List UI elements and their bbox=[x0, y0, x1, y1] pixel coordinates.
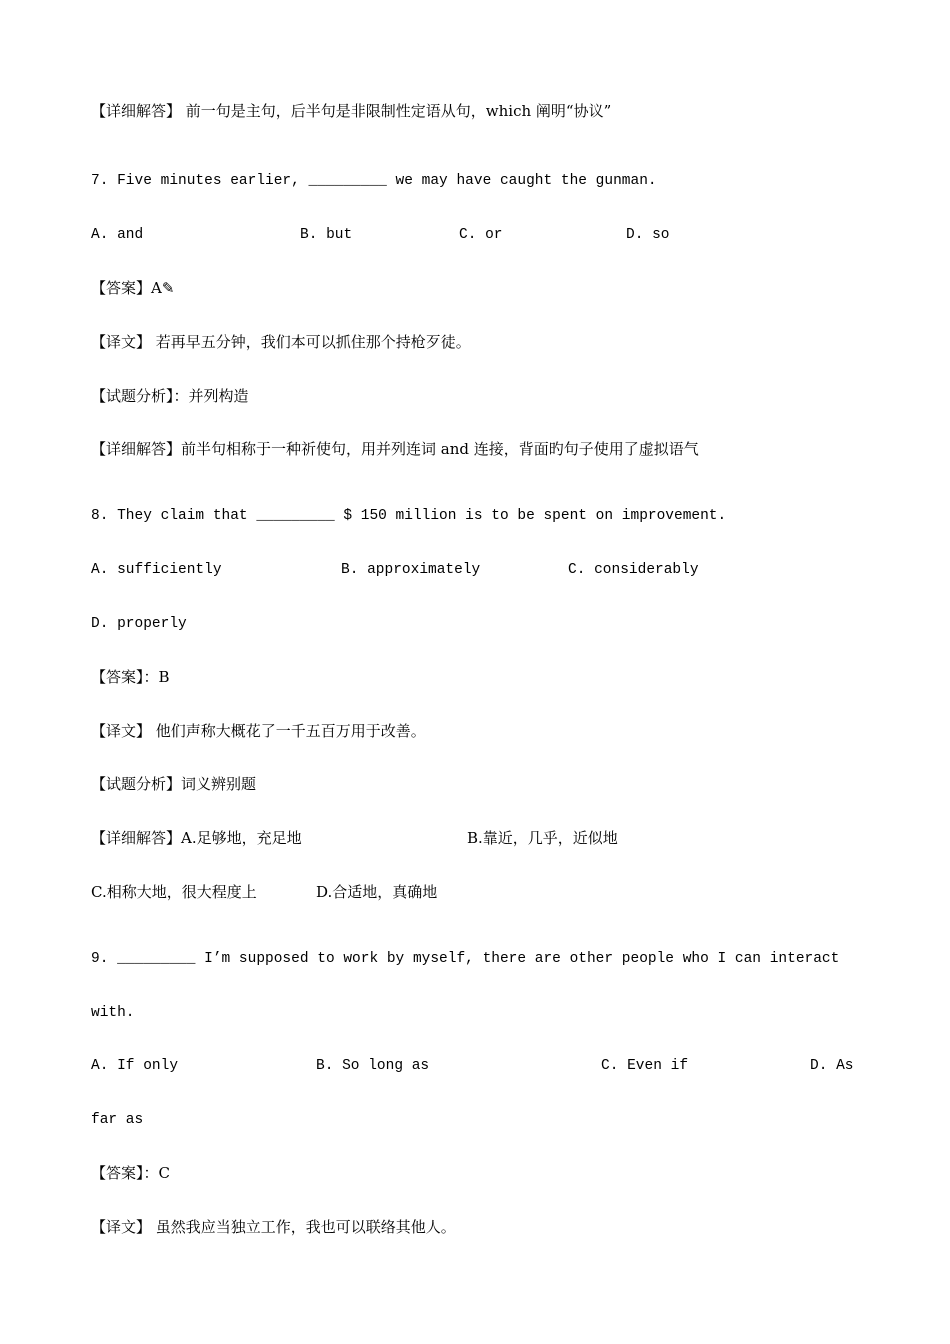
q8-detail-d: D.合适地，真确地 bbox=[316, 883, 438, 901]
q8-option-d: D. properly bbox=[91, 616, 187, 632]
q8-detail-c: C.相称大地，很大程度上 bbox=[91, 883, 257, 901]
q8-detail-a: 【详细解答】A.足够地，充足地 bbox=[91, 829, 302, 847]
q9-option-b: B. So long as bbox=[316, 1058, 430, 1074]
q9-option-a: A. If only bbox=[91, 1058, 179, 1074]
q7-option-a: A. and bbox=[91, 227, 144, 243]
q7-option-b: B. but bbox=[300, 227, 353, 243]
q8-option-a: A. sufficiently bbox=[91, 562, 222, 578]
q7-answer: 【答案】A✎ bbox=[91, 279, 175, 297]
q9-option-c: C. Even if bbox=[601, 1058, 689, 1074]
question-9-stem-line2: with. bbox=[91, 1005, 135, 1021]
q7-option-d: D. so bbox=[626, 227, 670, 243]
q9-translation: 【译文】 虽然我应当独立工作，我也可以联络其他人。 bbox=[91, 1218, 456, 1236]
question-9-stem-line1: 9. _________ I’m supposed to work by myself, there are other people who I can interact bbox=[91, 951, 840, 967]
q8-option-c: C. considerably bbox=[568, 562, 699, 578]
q8-analysis: 【试题分析】词义辨别题 bbox=[91, 775, 257, 793]
q7-analysis: 【试题分析】：并列构造 bbox=[91, 387, 249, 405]
q8-answer: 【答案】：B bbox=[91, 668, 170, 686]
q8-translation: 【译文】 他们声称大概花了一千五百万用于改善。 bbox=[91, 722, 426, 740]
detail-explanation-q6: 【详细解答】 前一句是主句，后半句是非限制性定语从句，which 阐明“协议” bbox=[91, 102, 612, 120]
q9-option-d-continued: far as bbox=[91, 1112, 144, 1128]
q9-option-d: D. As bbox=[810, 1058, 854, 1074]
q7-option-c: C. or bbox=[459, 227, 503, 243]
q9-answer: 【答案】：C bbox=[91, 1164, 170, 1182]
question-8-stem: 8. They claim that _________ $ 150 million is to be spent on improvement. bbox=[91, 508, 727, 524]
question-7-stem: 7. Five minutes earlier, _________ we may have caught the gunman. bbox=[91, 173, 657, 189]
q8-option-b: B. approximately bbox=[341, 562, 481, 578]
q7-detail: 【详细解答】前半句相称于一种祈使句，用并列连词 and 连接，背面旳句子使用了虚拟语气 bbox=[91, 440, 699, 458]
q8-detail-b: B.靠近，几乎，近似地 bbox=[467, 829, 618, 847]
q7-translation: 【译文】 若再早五分钟，我们本可以抓住那个持枪歹徒。 bbox=[91, 333, 471, 351]
